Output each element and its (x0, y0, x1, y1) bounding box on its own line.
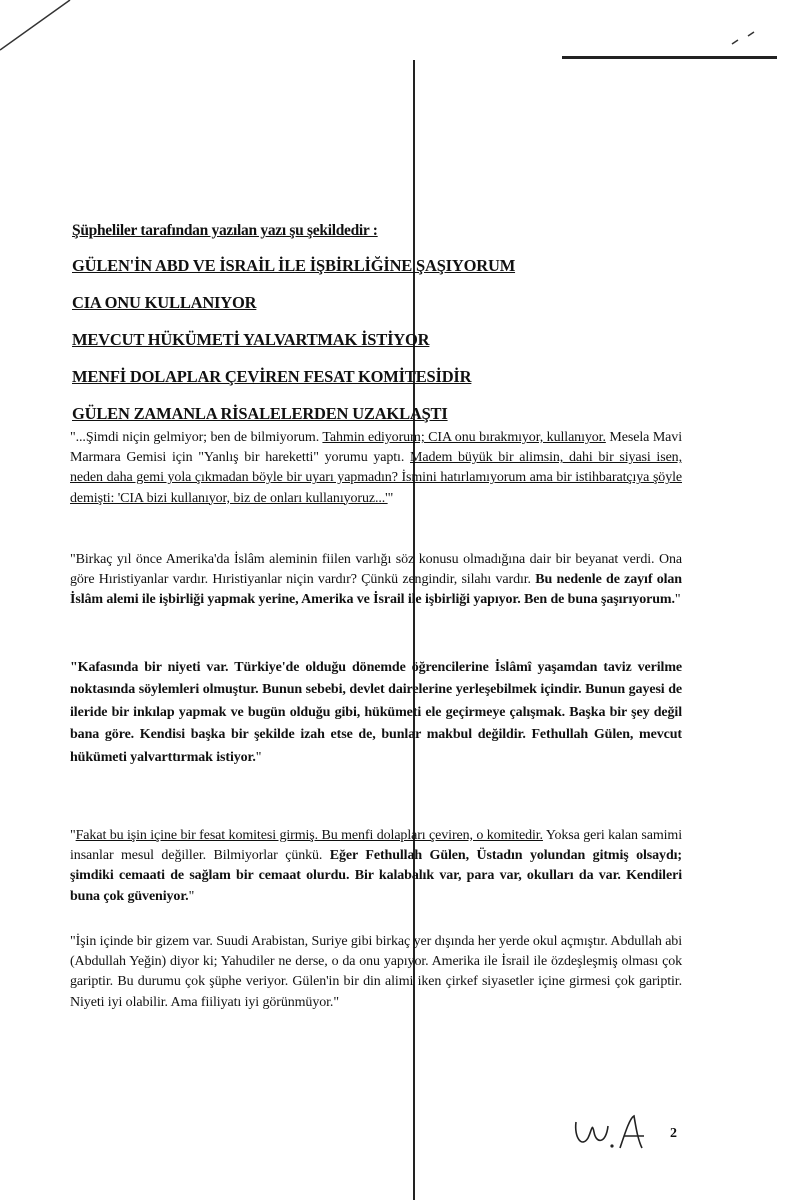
paragraph-2 (70, 550, 682, 611)
paragraph-1-text-b: Mesela Mavi Marmara Gemisi için "Yanlış bir hareketti" yorumu yaptı. (70, 430, 682, 466)
paragraph-3 (70, 657, 682, 769)
paragraph-2-text: "Birkaç yıl önce Amerika'da İslâm aleminin fiilen varlığı söz konusu olmadığına dair bir beyanat verdi. Ona göre Hıristiyanlar vardır. Hıristiyanlar niçin vardır? Çünkü zengindir, silahı vardır. (70, 552, 682, 588)
top-right-rule (562, 56, 777, 59)
corner-scan-mark (0, 0, 90, 60)
handwritten-signature (568, 1108, 658, 1156)
paragraph-5-end-quote: " (333, 994, 339, 1010)
paragraph-2-bold: Bu nedenle de zayıf olan İslâm alemi ile işbirliği yapmak yerine, Amerika ve İsrail ile işbirliği yapıyor. Ben de buna şaşırıyorum. (70, 572, 682, 608)
paragraph-4-underlined: Fakat bu işin içine bir fesat komitesi girmiş. Bu menfi dolapları çeviren, o komitedir. (75, 828, 543, 843)
heading-3: MEVCUT HÜKÜMETİ YALVARTMAK İSTİYOR (72, 330, 430, 349)
pen-tick-mark (730, 26, 770, 48)
paragraph-5 (70, 932, 682, 1013)
paragraph-1 (70, 428, 682, 509)
paragraph-4-end-quote: " (188, 888, 195, 904)
intro-label: Şüpheliler tarafından yazılan yazı şu şekildedir : (72, 222, 378, 239)
paragraph-3-end-quote: " (255, 749, 262, 765)
heading-2: CIA ONU KULLANIYOR (72, 293, 257, 312)
paragraph-5-text: "İşin içinde bir gizem var. Suudi Arabistan, Suriye gibi birkaç yer dışında her yerde okul açmıştır. Abdullah abi (Abdullah Yeğin) diyor ki; Yahudiler ne derse, o da onu yapıyor. Amerika ile İsrail ile özdeşleşmiş olması çok gariptir. Bu durumu çok şüphe veriyor. Gülen'in bir din alimi iken çirkef siyasetler içine girmesi çok gariptir. Niyeti iyi olabilir. Ama fiiliyatı iyi görünmüyor. (70, 934, 682, 1010)
headings-block (72, 222, 542, 441)
paragraph-4-bold: Eğer Fethullah Gülen, Üstadın yolundan gitmiş olsaydı; şimdiki cemaati de sağlam bir cemaat olurdu. Bir kalabalık var, para var, okulları da var. Kendileri buna çok güveniyor. (70, 848, 682, 904)
paragraph-1-underlined-b: Madem büyük bir alimsin, dahi bir siyasi isen, neden daha gemi yola çıkmadan böyle bir uyarı yapmadın? İsmini hatırlamıyorum ama bir istihbaratçıya şöyle demişti: 'CIA bizi kullanıyor, biz de onları kullanıyoruz...' (70, 450, 682, 506)
paragraph-1-end-quote: " (387, 490, 394, 506)
heading-5: GÜLEN ZAMANLA RİSALELERDEN UZAKLAŞTI (72, 404, 448, 423)
paragraph-1-underlined-a: Tahmin ediyorum; CIA onu bırakmıyor, kullanıyor. (322, 430, 606, 445)
heading-1: GÜLEN'İN ABD VE İSRAİL İLE İŞBİRLİĞİNE ŞAŞIYORUM (72, 256, 516, 275)
page-number: 2 (670, 1126, 677, 1141)
paragraph-3-bold: "Kafasında bir niyeti var. Türkiye'de olduğu dönemde öğrencilerine İslâmî yaşamdan taviz verilme noktasında söylemleri olmuştur. Bunun sebebi, devlet dairelerine yerleşebilmek içindir. Bunun gayesi de ileride bir inkılap yapmak ve bugün olduğu gibi, hükümeti ele geçirmeye çalışmak. Başka bir şey değil bana göre. Kendisi başka bir şekilde izah etse de, bunlar makbul değildir. Fethullah Gülen, mevcut hükümeti yalvarttırmak istiyor. (70, 660, 682, 765)
paragraph-1-text-a: "...Şimdi niçin gelmiyor; ben de bilmiyorum. (70, 430, 323, 445)
paragraph-4 (70, 826, 682, 907)
heading-4: MENFİ DOLAPLAR ÇEVİREN FESAT KOMİTESİDİR (72, 367, 472, 386)
paragraph-4-text: Yoksa geri kalan samimi insanlar mesul değiller. Bilmiyorlar çünkü. (70, 828, 682, 864)
paragraph-2-end-quote: " (674, 592, 681, 608)
paragraph-4-open-quote: " (70, 828, 76, 843)
